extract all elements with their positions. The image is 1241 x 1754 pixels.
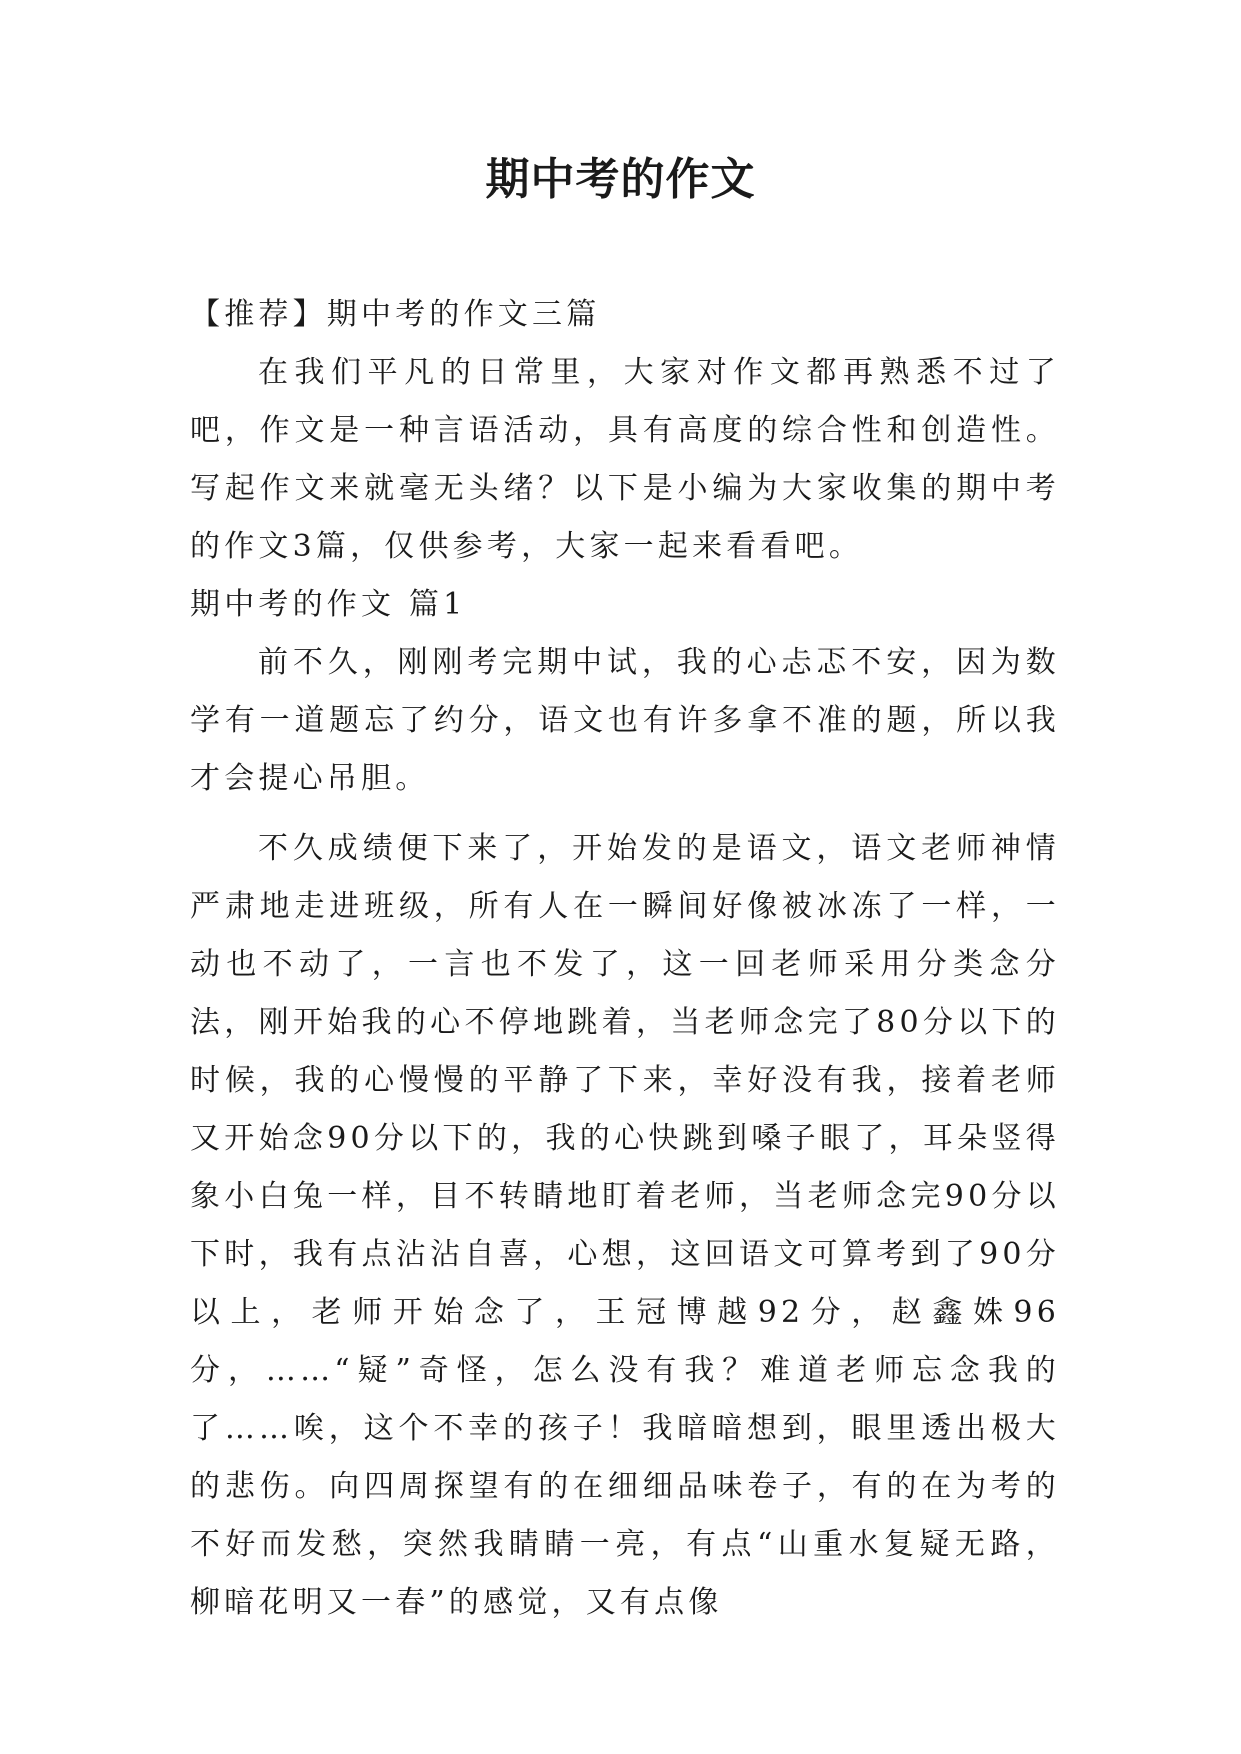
intro-paragraph: 在我们平凡的日常里，大家对作文都再熟悉不过了吧，作文是一种言语活动，具有高度的综合性和创造性。写起作文来就毫无头绪？以下是小编为大家收集的期中考的作文3篇，仅供参考，大家一起来看看吧。 (190, 355, 1060, 564)
document-body (190, 286, 1060, 1632)
body-paragraph-1: 前不久，刚刚考完期中试，我的心忐忑不安，因为数学有一道题忘了约分，语文也有许多拿不准的题，所以我才会提心吊胆。 (190, 645, 1060, 796)
document-subtitle: 【推荐】期中考的作文三篇 (190, 297, 601, 332)
body-paragraph-2: 不久成绩便下来了，开始发的是语文，语文老师神情严肃地走进班级，所有人在一瞬间好像被冰冻了一样，一动也不动了，一言也不发了，这一回老师采用分类念分法，刚开始我的心不停地跳着，当老师念完了80分以下的时候，我的心慢慢的平静了下来，幸好没有我，接着老师又开始念90分以下的，我的心快跳到嗓子眼了，耳朵竖得象小白兔一样，目不转睛地盯着老师，当老师念完90分以下时，我有点沾沾自喜，心想，这回语文可算考到了90分以上，老师开始念了，王冠博越92分，赵鑫姝96分，……“疑”奇怪，怎么没有我？难道老师忘念我的了……唉，这个不幸的孩子！我暗暗想到，眼里透出极大的悲伤。向四周探望有的在细细品味卷子，有的在为考的不好而发愁，突然我睛睛一亮，有点“山重水复疑无路，柳暗花明又一春”的感觉，又有点像 (190, 831, 1060, 1620)
section-heading: 期中考的作文 篇1 (190, 587, 467, 622)
document-title: 期中考的作文 (485, 154, 756, 205)
